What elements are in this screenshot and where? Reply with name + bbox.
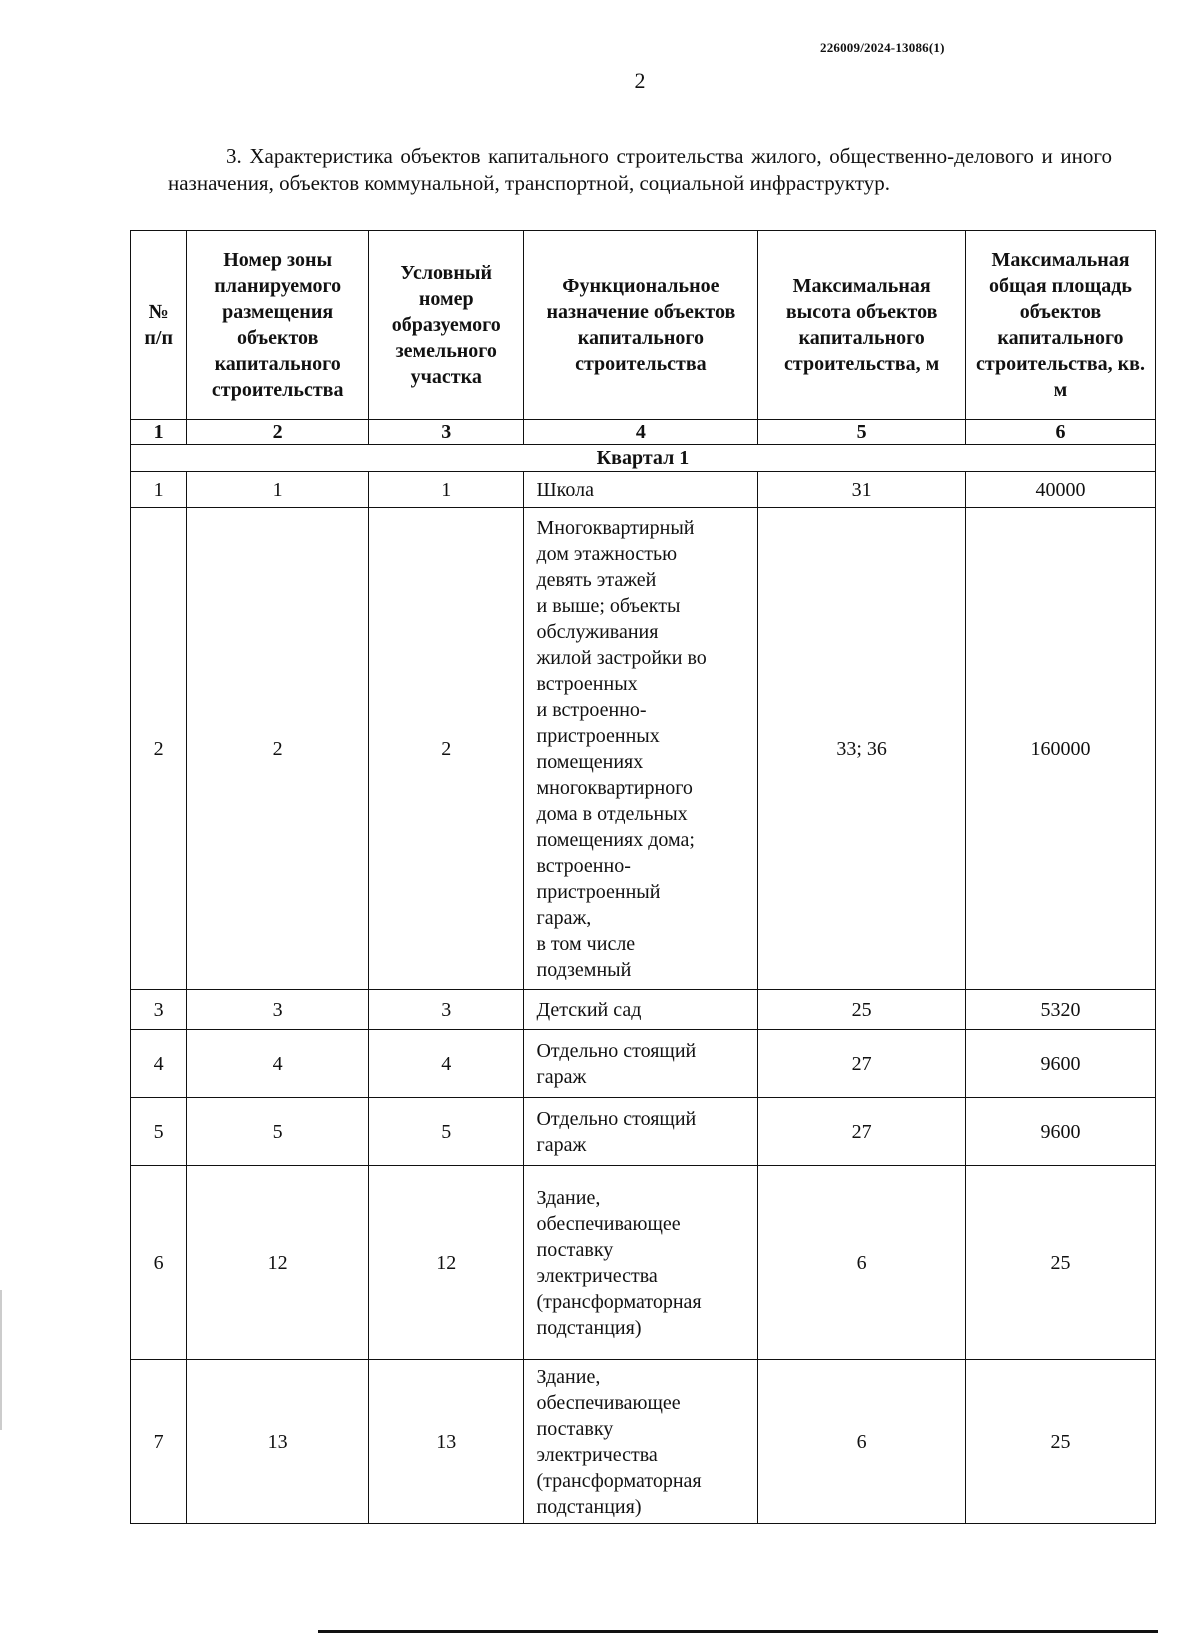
table-row bbox=[131, 1166, 1156, 1360]
header-plot-number: Условный номер образуемого земельного участка bbox=[368, 231, 524, 420]
cell-plot-number: 1 bbox=[368, 472, 524, 508]
cell-plot-number: 13 bbox=[368, 1360, 524, 1524]
section-title: Квартал 1 bbox=[131, 445, 1156, 472]
cell-plot-number: 2 bbox=[368, 508, 524, 990]
table-row bbox=[131, 1098, 1156, 1166]
cell-function: Детский сад bbox=[524, 990, 758, 1030]
header-max-height: Максимальная высота объектов капитального строительства, м bbox=[758, 231, 966, 420]
column-number: 6 bbox=[965, 420, 1155, 445]
cell-max-area: 25 bbox=[965, 1360, 1155, 1524]
table-row bbox=[131, 990, 1156, 1030]
cell-max-area: 9600 bbox=[965, 1098, 1155, 1166]
cell-row-number: 4 bbox=[131, 1030, 187, 1098]
section-intro: 3. Характеристика объектов капитального строительства жилого, общественно-делового и иного назначения, объектов коммунальной, транспортной, социальной инфраструктур. bbox=[168, 144, 1112, 195]
cell-row-number: 5 bbox=[131, 1098, 187, 1166]
footer-rule bbox=[318, 1630, 1158, 1633]
cell-plot-number: 12 bbox=[368, 1166, 524, 1360]
cell-plot-number: 3 bbox=[368, 990, 524, 1030]
column-number: 5 bbox=[758, 420, 966, 445]
cell-zone-number: 1 bbox=[187, 472, 369, 508]
cell-max-area: 5320 bbox=[965, 990, 1155, 1030]
section-row bbox=[131, 445, 1156, 472]
cell-plot-number: 4 bbox=[368, 1030, 524, 1098]
cell-row-number: 7 bbox=[131, 1360, 187, 1524]
header-max-area: Максимальная общая площадь объектов капитального строительства, кв. м bbox=[965, 231, 1155, 420]
column-number: 1 bbox=[131, 420, 187, 445]
column-number-row bbox=[131, 420, 1156, 445]
cell-max-height: 6 bbox=[758, 1166, 966, 1360]
header-function: Функциональное назначение объектов капитального строительства bbox=[524, 231, 758, 420]
cell-function: Школа bbox=[524, 472, 758, 508]
table-header-row bbox=[131, 231, 1156, 420]
cell-max-height: 31 bbox=[758, 472, 966, 508]
cell-zone-number: 5 bbox=[187, 1098, 369, 1166]
cell-max-area: 40000 bbox=[965, 472, 1155, 508]
cell-zone-number: 4 bbox=[187, 1030, 369, 1098]
cell-max-height: 6 bbox=[758, 1360, 966, 1524]
cell-zone-number: 12 bbox=[187, 1166, 369, 1360]
table-row bbox=[131, 1360, 1156, 1524]
construction-objects-table bbox=[130, 230, 1156, 1524]
cell-function: Здание, обеспечивающее поставку электричества (трансформаторная подстанция) bbox=[524, 1360, 758, 1524]
cell-function: Отдельно стоящий гараж bbox=[524, 1030, 758, 1098]
column-number: 2 bbox=[187, 420, 369, 445]
table-row bbox=[131, 1030, 1156, 1098]
cell-max-height: 25 bbox=[758, 990, 966, 1030]
header-row-number: № п/п bbox=[131, 231, 187, 420]
cell-row-number: 6 bbox=[131, 1166, 187, 1360]
header-zone-number: Номер зоны планируемого размещения объектов капитального строительства bbox=[187, 231, 369, 420]
cell-zone-number: 13 bbox=[187, 1360, 369, 1524]
cell-function: Многоквартирный дом этажностью девять этажей и выше; объекты обслуживания жилой застройки во встроенных и встроенно- пристроенных помещениях многоквартирного дома в отдельных помещениях дома; встроенно- пристроенный гараж, в том числе подземный bbox=[524, 508, 758, 990]
table-row bbox=[131, 472, 1156, 508]
cell-max-height: 33; 36 bbox=[758, 508, 966, 990]
cell-zone-number: 2 bbox=[187, 508, 369, 990]
scan-margin-mark bbox=[0, 1290, 2, 1430]
cell-function: Здание, обеспечивающее поставку электричества (трансформаторная подстанция) bbox=[524, 1166, 758, 1360]
cell-max-area: 25 bbox=[965, 1166, 1155, 1360]
cell-max-area: 160000 bbox=[965, 508, 1155, 990]
column-number: 3 bbox=[368, 420, 524, 445]
cell-plot-number: 5 bbox=[368, 1098, 524, 1166]
column-number: 4 bbox=[524, 420, 758, 445]
cell-max-height: 27 bbox=[758, 1098, 966, 1166]
page-number: 2 bbox=[634, 68, 646, 93]
cell-max-area: 9600 bbox=[965, 1030, 1155, 1098]
table-row bbox=[131, 508, 1156, 990]
cell-max-height: 27 bbox=[758, 1030, 966, 1098]
cell-zone-number: 3 bbox=[187, 990, 369, 1030]
cell-row-number: 2 bbox=[131, 508, 187, 990]
cell-row-number: 3 bbox=[131, 990, 187, 1030]
cell-function: Отдельно стоящий гараж bbox=[524, 1098, 758, 1166]
cell-row-number: 1 bbox=[131, 472, 187, 508]
document-number: 226009/2024-13086(1) bbox=[820, 40, 945, 55]
